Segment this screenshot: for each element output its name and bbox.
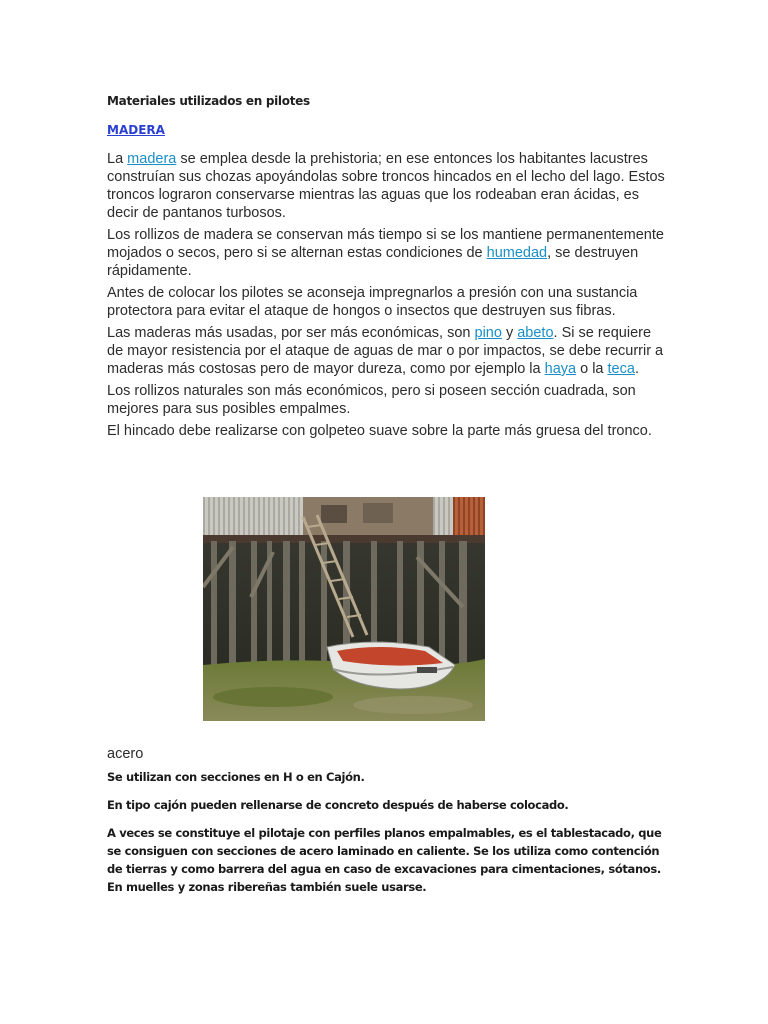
- link-haya[interactable]: haya: [544, 361, 577, 377]
- paragraph-2: [107, 226, 667, 280]
- acero-paragraph-2: En tipo cajón pueden rellenarse de concreto después de haberse colocado.: [107, 798, 569, 812]
- acero-paragraph-3: A veces se constituye el pilotaje con perfiles planos empalmables, es el tablestacado, que se consiguen con secciones de acero laminado en caliente. Se los utiliza como contención de tierras y como barrera del agua en caso de excavaciones para cimentaciones, sótanos. En muelles y zonas ribereñas también suele usarse.: [107, 826, 662, 894]
- text-span: se emplea desde la prehistoria; en ese entonces los habitantes lacustres construían sus chozas apoyándolas sobre troncos hincados en el lecho del lago. Estos troncos lograron conservarse mientras las aguas que los rodeaban eran ácidas, es decir de pantanos turbosos.: [107, 151, 665, 221]
- text-span: y: [501, 325, 518, 341]
- paragraph-1: [107, 150, 667, 222]
- text-span: La: [107, 151, 128, 167]
- text-span: .: [634, 361, 639, 377]
- acero-paragraph-1: Se utilizan con secciones en H o en Cajón.: [107, 770, 365, 784]
- link-teca[interactable]: teca: [607, 361, 635, 377]
- link-pino[interactable]: pino: [474, 325, 502, 341]
- paragraph-6: El hincado debe realizarse con golpeteo suave sobre la parte más gruesa del tronco.: [107, 423, 652, 439]
- document-title: Materiales utilizados en pilotes: [107, 94, 310, 108]
- link-abeto[interactable]: abeto: [517, 325, 554, 341]
- madera-section-link[interactable]: MADERA: [107, 123, 165, 137]
- text-span: . Si se requiere de mayor resistencia por el ataque de aguas de mar o por impactos, se debe recurrir a maderas más costosas pero de mayor dureza, como por ejemplo la: [107, 325, 664, 377]
- stilt-house-boat-photo: [203, 497, 485, 721]
- paragraph-3: Antes de colocar los pilotes se aconseja impregnarlos a presión con una sustancia protectora para evitar el ataque de hongos o insectos que destruyen sus fibras.: [107, 285, 638, 319]
- acero-heading: acero: [107, 746, 144, 762]
- link-humedad[interactable]: humedad: [486, 245, 548, 261]
- text-span: o la: [576, 361, 608, 377]
- madera-body: [107, 150, 667, 444]
- text-span: Las maderas más usadas, por ser más económicas, son: [107, 325, 475, 341]
- paragraph-5: Los rollizos naturales son más económicos, pero si poseen sección cuadrada, son mejores para sus posibles empalmes.: [107, 383, 636, 417]
- link-madera[interactable]: madera: [127, 151, 177, 167]
- text-span: , se destruyen rápidamente.: [107, 245, 639, 279]
- acero-body: [107, 768, 667, 906]
- text-span: Los rollizos de madera se conservan más tiempo si se los mantiene permanentemente mojados o secos, pero si se alternan estas condiciones de: [107, 227, 664, 261]
- paragraph-4: [107, 324, 667, 378]
